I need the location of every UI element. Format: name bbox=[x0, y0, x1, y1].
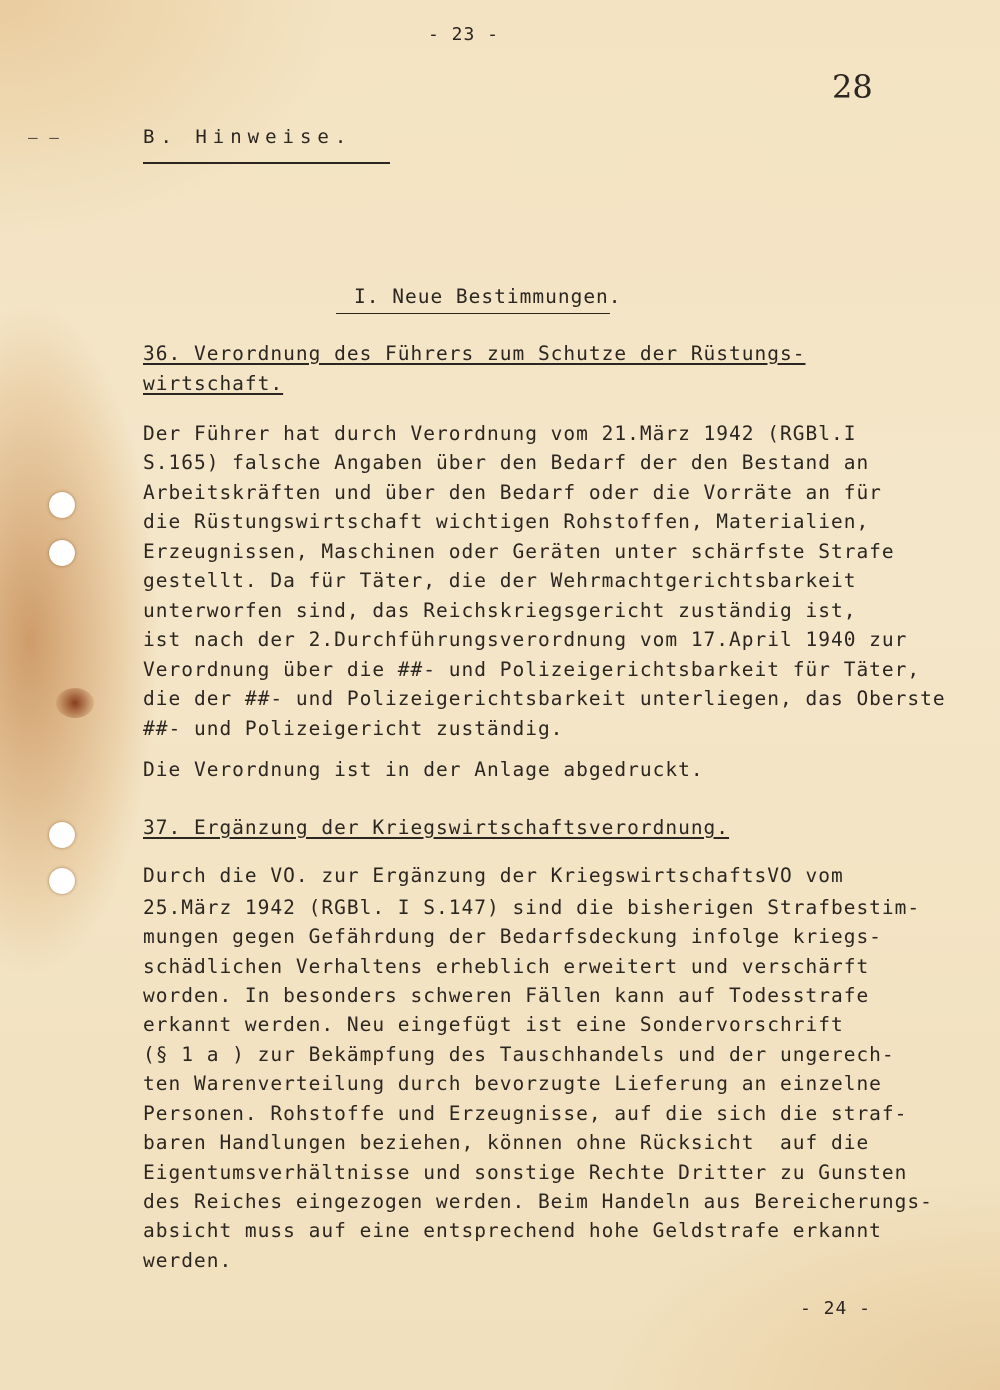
item36-body-line: die der ##- und Polizeigerichtsbarkeit unterliegen, das Oberste bbox=[143, 687, 946, 710]
item37-body-line: Eigentumsverhältnisse und sonstige Rechte Dritter zu Gunsten bbox=[143, 1161, 908, 1184]
punch-hole bbox=[49, 868, 75, 894]
item37-body-line: 25.März 1942 (RGBl. I S.147) sind die bisherigen Strafbestim- bbox=[143, 896, 921, 919]
item37-body-line: des Reiches eingezogen werden. Beim Handeln aus Bereicherungs- bbox=[143, 1190, 933, 1213]
punch-hole bbox=[49, 822, 75, 848]
section-title: B. Hinweise. bbox=[143, 126, 353, 148]
archive-page-stamp: 28 bbox=[832, 68, 873, 106]
item36-body-line: Arbeitskräften und über den Bedarf oder die Vorräte an für bbox=[143, 481, 882, 504]
section-title-rule bbox=[143, 162, 390, 164]
item37-heading: 37. Ergänzung der Kriegswirtschaftsverordnung. bbox=[143, 816, 730, 839]
item37-body-line: absicht muss auf eine entsprechend hohe Geldstrafe erkannt bbox=[143, 1219, 882, 1242]
page-number-top: - 23 - bbox=[428, 24, 500, 45]
item36-body-line: S.165) falsche Angaben über den Bedarf der den Bestand an bbox=[143, 451, 870, 474]
item36-body-line: Verordnung über die ##- und Polizeigerichtsbarkeit für Täter, bbox=[143, 658, 921, 681]
item36-body-line: ##- und Polizeigericht zuständig. bbox=[143, 717, 564, 740]
item36-heading-line1: 36. Verordnung des Führers zum Schutze der Rüstungs- bbox=[143, 342, 806, 365]
subsection-title-rule bbox=[336, 313, 610, 314]
item36-heading-line2: wirtschaft. bbox=[143, 372, 284, 395]
item36-body-line: Der Führer hat durch Verordnung vom 21.März 1942 (RGBl.I bbox=[143, 422, 857, 445]
item37-body-line: ten Warenverteilung durch bevorzugte Lieferung an einzelne bbox=[143, 1072, 882, 1095]
item36-body-line: Die Verordnung ist in der Anlage abgedruckt. bbox=[143, 758, 704, 781]
item37-body-line: baren Handlungen beziehen, können ohne Rücksicht auf die bbox=[143, 1131, 870, 1154]
punch-hole bbox=[49, 540, 75, 566]
item36-body-line: gestellt. Da für Täter, die der Wehrmachtgerichtsbarkeit bbox=[143, 569, 857, 592]
item37-body-line: Personen. Rohstoffe und Erzeugnisse, auf die sich die straf- bbox=[143, 1102, 908, 1125]
item37-body-line: erkannt werden. Neu eingefügt ist eine Sondervorschrift bbox=[143, 1013, 844, 1036]
item36-body-line: unterworfen sind, das Reichskriegsgericht zuständig ist, bbox=[143, 599, 857, 622]
page-number-bottom: - 24 - bbox=[800, 1298, 872, 1319]
item37-body-line: mungen gegen Gefährdung der Bedarfsdeckung infolge kriegs- bbox=[143, 925, 882, 948]
item36-body-line: Erzeugnissen, Maschinen oder Geräten unter schärfste Strafe bbox=[143, 540, 895, 563]
item36-body-line: die Rüstungswirtschaft wichtigen Rohstoffen, Materialien, bbox=[143, 510, 870, 533]
burn-stain bbox=[56, 688, 94, 718]
item37-body-line: (§ 1 a ) zur Bekämpfung des Tauschhandels und der ungerech- bbox=[143, 1043, 895, 1066]
section-marker: – – bbox=[28, 128, 60, 147]
item36-body-line: ist nach der 2.Durchführungsverordnung vom 17.April 1940 zur bbox=[143, 628, 908, 651]
punch-hole bbox=[49, 492, 75, 518]
item37-body-line: Durch die VO. zur Ergänzung der KriegswirtschaftsVO vom bbox=[143, 864, 844, 887]
item37-body-line: werden. bbox=[143, 1249, 233, 1272]
item37-body-line: schädlichen Verhaltens erheblich erweitert und verschärft bbox=[143, 955, 870, 978]
subsection-title: I. Neue Bestimmungen. bbox=[354, 285, 622, 308]
item37-body-line: worden. In besonders schweren Fällen kann auf Todesstrafe bbox=[143, 984, 870, 1007]
